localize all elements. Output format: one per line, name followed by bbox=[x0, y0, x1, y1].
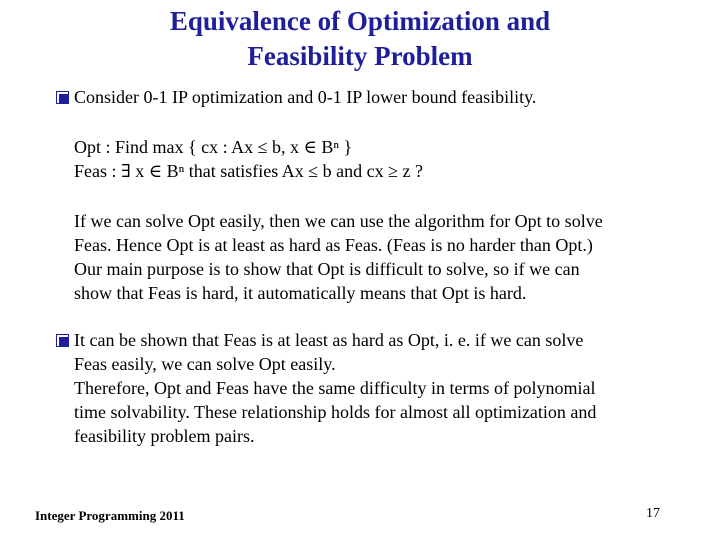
feas-definition: Feas : ∃ x ∈ Bⁿ that satisfies Ax ≤ b and cx ≥ z ? bbox=[74, 161, 423, 181]
paragraph-1-line-1: If we can solve Opt easily, then we can use the algorithm for Opt to solve bbox=[74, 211, 603, 231]
bullet-2-line-4: time solvability. These relationship holds for almost all optimization and bbox=[74, 402, 597, 422]
title-line-2: Feasibility Problem bbox=[247, 41, 473, 71]
opt-definition: Opt : Find max { cx : Ax ≤ b, x ∈ Bⁿ } bbox=[74, 137, 353, 157]
paragraph-1-line-3: Our main purpose is to show that Opt is difficult to solve, so if we can bbox=[74, 259, 580, 279]
paragraph-1-line-2: Feas. Hence Opt is at least as hard as Feas. (Feas is no harder than Opt.) bbox=[74, 235, 593, 255]
bullet-2-line-1: It can be shown that Feas is at least as hard as Opt, i. e. if we can solve bbox=[74, 330, 584, 350]
bullet-2-line-3: Therefore, Opt and Feas have the same difficulty in terms of polynomial bbox=[74, 378, 596, 398]
paragraph-1-line-4: show that Feas is hard, it automatically means that Opt is hard. bbox=[74, 283, 527, 303]
page-number: 17 bbox=[646, 506, 660, 521]
bullet-2-line-2: Feas easily, we can solve Opt easily. bbox=[74, 354, 336, 374]
footer-course: Integer Programming 2011 bbox=[35, 508, 185, 523]
square-bullet-icon bbox=[56, 91, 69, 104]
bullet-2-line-5: feasibility problem pairs. bbox=[74, 426, 255, 446]
bullet-1-text: Consider 0-1 IP optimization and 0-1 IP lower bound feasibility. bbox=[74, 87, 537, 107]
title-line-1: Equivalence of Optimization and bbox=[169, 6, 551, 36]
slide-title bbox=[0, 4, 720, 74]
square-bullet-icon bbox=[56, 334, 69, 347]
